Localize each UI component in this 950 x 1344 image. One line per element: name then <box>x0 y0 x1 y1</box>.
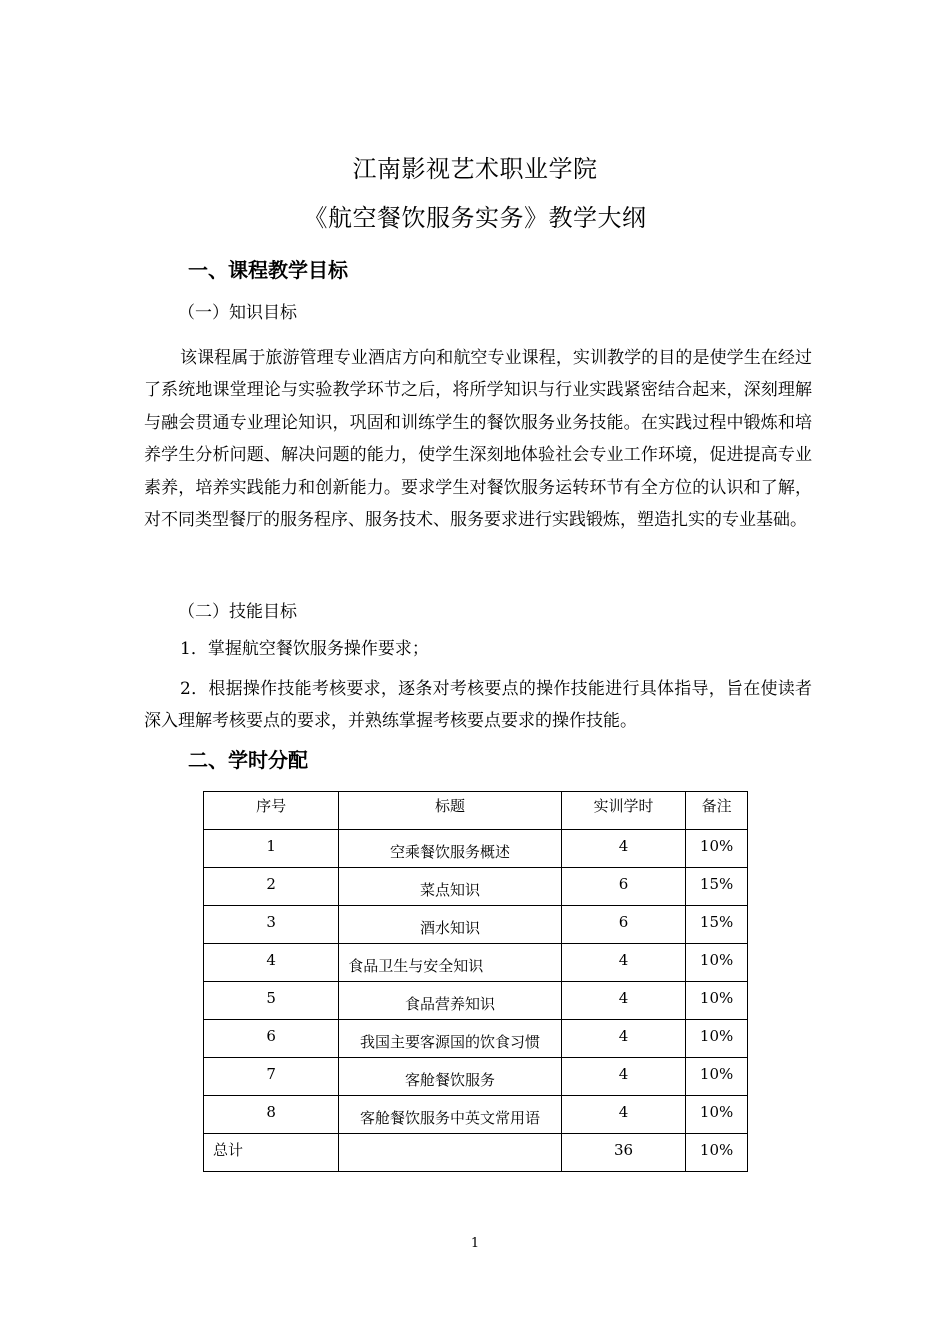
row-index: 1 <box>204 830 339 868</box>
table-row <box>204 868 748 906</box>
header-cell-index: 序号 <box>204 792 339 830</box>
row-hours: 36 <box>561 1134 685 1172</box>
row-note: 10% <box>686 1134 748 1172</box>
row-title: 菜点知识 <box>339 868 562 906</box>
row-note: 15% <box>686 906 748 944</box>
table-row <box>204 1020 748 1058</box>
skill-goal-item-1: 1．掌握航空餐饮服务操作要求； <box>180 639 429 659</box>
skill-goal-heading: （二）技能目标 <box>178 602 297 622</box>
row-index: 3 <box>204 906 339 944</box>
row-note: 10% <box>686 944 748 982</box>
table-row <box>204 982 748 1020</box>
institution-title: 江南影视艺术职业学院 <box>352 155 598 183</box>
hours-allocation-table <box>203 791 748 1172</box>
row-index: 总计 <box>204 1134 339 1172</box>
row-title: 食品卫生与安全知识 <box>339 944 562 982</box>
row-note: 10% <box>686 1058 748 1096</box>
header-cell-note: 备注 <box>686 792 748 830</box>
row-note: 15% <box>686 868 748 906</box>
table-total-row <box>204 1134 748 1172</box>
row-note: 10% <box>686 982 748 1020</box>
row-title: 食品营养知识 <box>339 982 562 1020</box>
table-row <box>204 944 748 982</box>
knowledge-goal-paragraph: 该课程属于旅游管理专业酒店方向和航空专业课程，实训教学的目的是使学生在经过了系统地课堂理论与实验教学环节之后，将所学知识与行业实践紧密结合起来，深刻理解与融会贯通专业理论知识，巩固和训练学生的餐饮服务业务技能。在实践过程中锻炼和培养学生分析问题、解决问题的能力，使学生深刻地体验社会专业工作环境，促进提高专业素养，培养实践能力和创新能力。要求学生对餐饮服务运转环节有全方位的认识和了解，对不同类型餐厅的服务程序、服务技术、服务要求进行实践锻炼，塑造扎实的专业基础。 <box>144 348 812 531</box>
row-hours: 4 <box>561 944 685 982</box>
row-note: 10% <box>686 1096 748 1134</box>
row-hours: 4 <box>561 1096 685 1134</box>
row-title: 酒水知识 <box>339 906 562 944</box>
row-note: 10% <box>686 1020 748 1058</box>
row-index: 2 <box>204 868 339 906</box>
row-hours: 6 <box>561 868 685 906</box>
row-index: 6 <box>204 1020 339 1058</box>
table-row <box>204 906 748 944</box>
table-header-row <box>204 792 748 830</box>
row-title: 客舱餐饮服务中英文常用语 <box>339 1096 562 1134</box>
page-number: 1 <box>470 1236 480 1251</box>
section-2-heading: 二、学时分配 <box>188 748 308 772</box>
table-row <box>204 1096 748 1134</box>
row-index: 4 <box>204 944 339 982</box>
row-hours: 4 <box>561 830 685 868</box>
row-title <box>339 1134 562 1172</box>
table-row <box>204 830 748 868</box>
row-index: 5 <box>204 982 339 1020</box>
row-title: 空乘餐饮服务概述 <box>339 830 562 868</box>
row-hours: 4 <box>561 982 685 1020</box>
row-hours: 6 <box>561 906 685 944</box>
skill-goal-item-2: 2．根据操作技能考核要求，逐条对考核要点的操作技能进行具体指导，旨在使读者深入理解考核要点的要求，并熟练掌握考核要点要求的操作技能。 <box>144 679 812 732</box>
row-index: 7 <box>204 1058 339 1096</box>
table-row <box>204 1058 748 1096</box>
row-hours: 4 <box>561 1058 685 1096</box>
row-title: 客舱餐饮服务 <box>339 1058 562 1096</box>
knowledge-goal-heading: （一）知识目标 <box>178 303 297 323</box>
section-1-heading: 一、课程教学目标 <box>188 258 348 282</box>
row-index: 8 <box>204 1096 339 1134</box>
header-cell-hours: 实训学时 <box>561 792 685 830</box>
row-note: 10% <box>686 830 748 868</box>
row-hours: 4 <box>561 1020 685 1058</box>
course-title: 《航空餐饮服务实务》教学大纲 <box>303 204 647 232</box>
header-cell-title: 标题 <box>339 792 562 830</box>
row-title: 我国主要客源国的饮食习惯 <box>339 1020 562 1058</box>
